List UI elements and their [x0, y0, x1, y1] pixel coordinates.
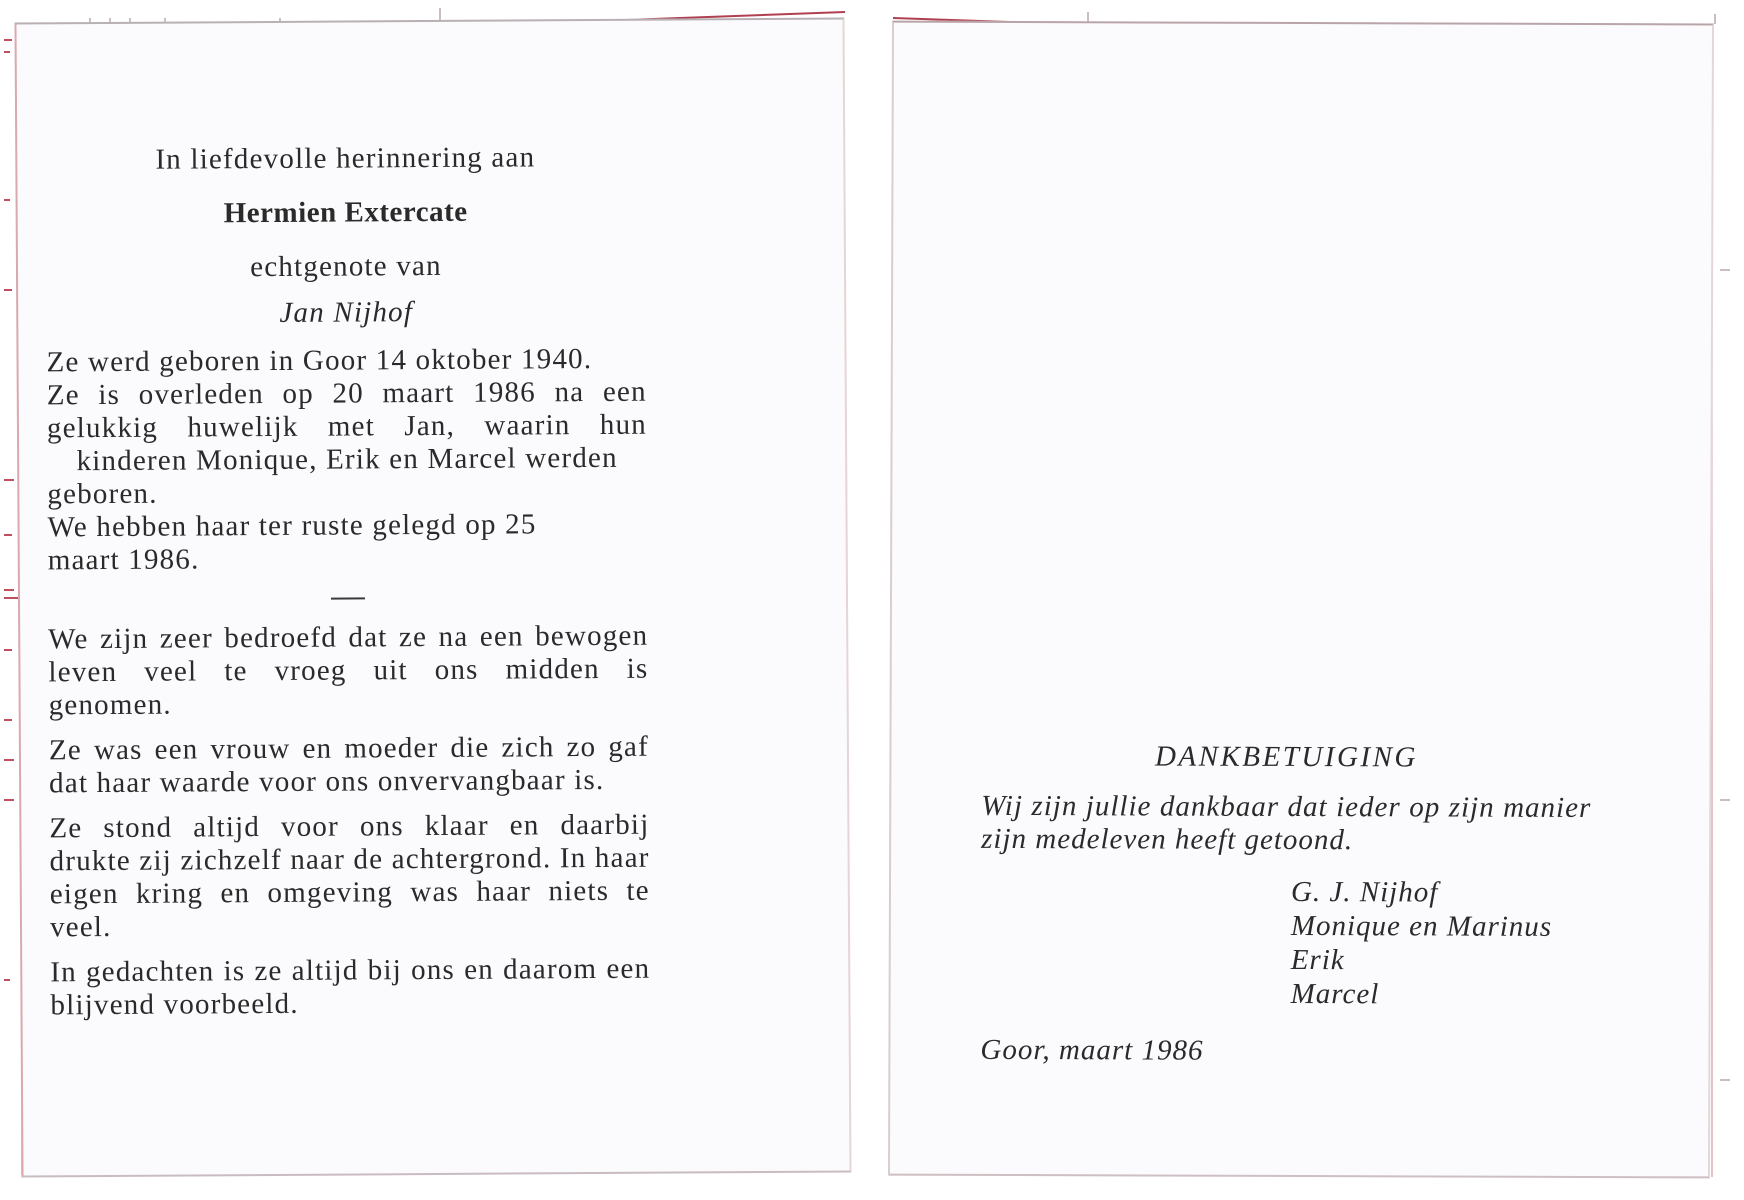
memory-paragraphs — [48, 620, 650, 1023]
place-date: Goor, maart 1986 — [980, 1033, 1204, 1067]
signer: G. J. Nijhof — [1290, 875, 1439, 909]
memory-paragraph: In gedachten is ze altijd bij ons en daarom een blijvend voorbeeld. — [50, 952, 651, 1022]
memory-paragraph: Ze stond altijd voor ons klaar en daarbij drukte zij zichzelf naar de achtergrond. In haar eigen kring en omgeving was haar niets te veel. — [49, 808, 650, 944]
signers-list — [1291, 875, 1591, 1012]
memorial-text — [45, 139, 650, 1035]
bio-line-born: geboren. — [47, 477, 158, 511]
thanks-text — [980, 738, 1591, 1099]
deceased-name: Hermien Extercate — [223, 195, 468, 230]
thanks-card-right — [888, 21, 1714, 1179]
spouse-name: Jan Nijhof — [279, 296, 414, 329]
signer: Marcel — [1290, 977, 1380, 1011]
signer: Monique en Marinus — [1290, 909, 1553, 943]
bio-line-death: Ze is overleden op 20 maart 1986 na een gelukkig huwelijk met Jan, waarin hun kinderen Monique, Erik en Marcel werden — [46, 375, 648, 478]
section-divider — [331, 597, 365, 599]
memory-paragraph: We zijn zeer bedroefd dat ze na een bewogen leven veel te vroeg uit ons midden is genomen. — [48, 619, 649, 722]
signer: Erik — [1290, 943, 1345, 977]
bio-line-burial: We hebben haar ter ruste gelegd op 25 — [47, 508, 537, 544]
bio-line-birth: Ze werd geboren in Goor 14 oktober 1940. — [46, 343, 593, 379]
spouse-intro: echtgenote van — [250, 249, 442, 284]
memorial-card-left — [14, 17, 851, 1177]
biography — [46, 343, 647, 578]
bio-line-burial-date: maart 1986. — [47, 543, 200, 577]
thanks-body: Wij zijn jullie dankbaar dat ieder op zijn manier zijn medeleven heeft getoond. — [981, 789, 1592, 857]
memory-paragraph: Ze was een vrouw en moeder die zich zo gaf dat haar waarde voor ons onvervangbaar is. — [48, 730, 650, 800]
memorial-intro: In liefdevolle herinnering aan — [155, 141, 536, 176]
thanks-heading: DANKBETUIGING — [1154, 740, 1418, 774]
